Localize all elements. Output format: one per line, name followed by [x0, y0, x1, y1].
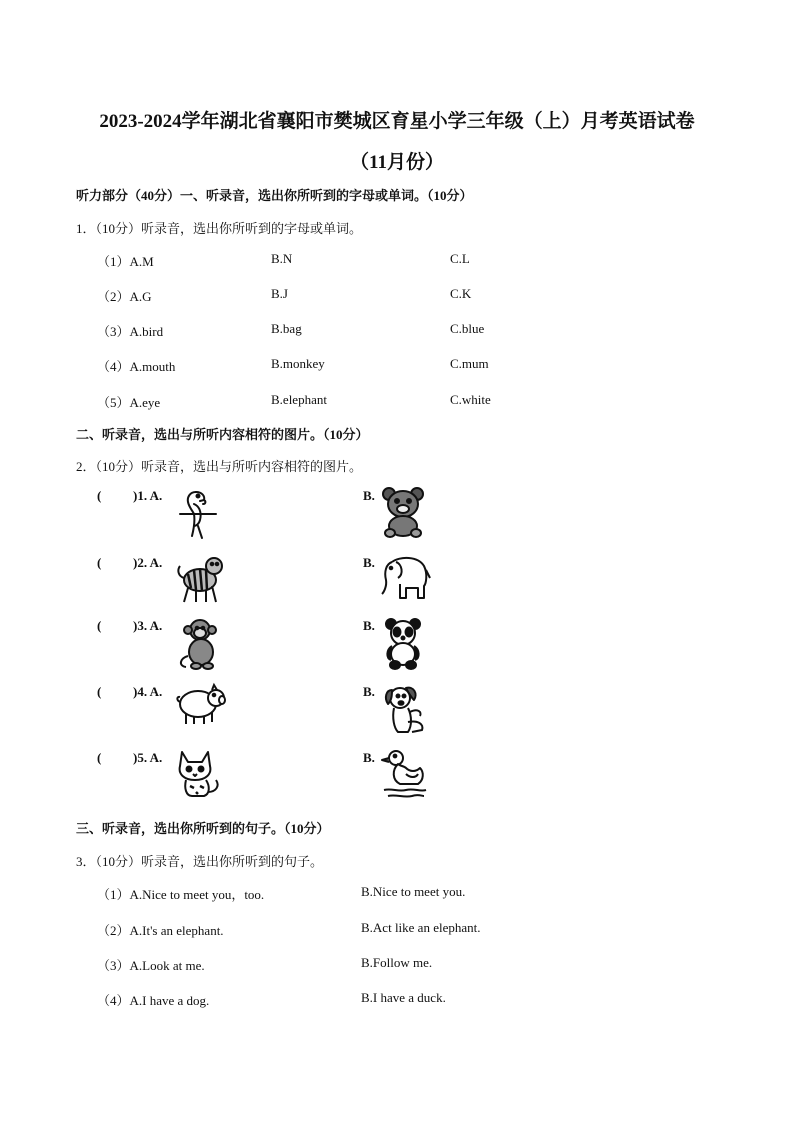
q1-option-a[interactable]: （5）A.eye	[97, 395, 161, 410]
page-title: 2023-2024学年湖北省襄阳市樊城区育星小学三年级（上）月考英语试卷	[99, 111, 695, 132]
q2-row-label: ( )3. A.	[97, 618, 163, 633]
q1-option-a[interactable]: （3）A.bird	[97, 324, 164, 339]
q1-option-c[interactable]: C.white	[450, 392, 491, 407]
option-b-label: B.	[363, 750, 375, 765]
option-b-label: B.	[363, 555, 375, 570]
q1-option-b[interactable]: B.N	[271, 251, 293, 266]
pig-icon[interactable]	[174, 680, 228, 734]
q3-option-a[interactable]: （3）A.Look at me.	[97, 958, 205, 973]
duck-icon[interactable]	[376, 746, 430, 800]
bear-icon[interactable]	[376, 484, 430, 538]
q1-option-a[interactable]: （2）A.G	[97, 289, 152, 304]
q3-option-a[interactable]: （1）A.Nice to meet you，too.	[97, 887, 265, 902]
option-b-label: B.	[363, 618, 375, 633]
tiger-icon[interactable]	[174, 552, 228, 606]
q1-prompt: 1．（10分）听录音，选出你所听到的字母或单词。	[76, 221, 363, 236]
option-b-label: B.	[363, 684, 375, 699]
q2-row-label: ( )1. A.	[97, 488, 163, 503]
q3-option-b[interactable]: B.Follow me.	[361, 955, 433, 970]
q3-prompt: 3．（10分）听录音，选出你所听到的句子。	[76, 854, 324, 869]
q2-row-label: ( )4. A.	[97, 684, 163, 699]
part3-heading: 三、听录音，选出你所听到的句子。（10分）	[76, 821, 330, 836]
part1-heading: 听力部分（40分）一、听录音，选出你所听到的字母或单词。（10分）	[76, 188, 473, 203]
monkey-icon[interactable]	[174, 616, 228, 670]
q3-option-b[interactable]: B.Act like an elephant.	[361, 920, 481, 935]
part2-heading: 二、听录音，选出与所听内容相符的图片。（10分）	[76, 427, 369, 442]
q1-option-c[interactable]: C.L	[450, 251, 470, 266]
q1-option-c[interactable]: C.blue	[450, 321, 485, 336]
dog-icon[interactable]	[378, 682, 432, 736]
q3-option-b[interactable]: B.Nice to meet you.	[361, 884, 466, 899]
q1-option-c[interactable]: C.mum	[450, 356, 489, 371]
q1-option-b[interactable]: B.elephant	[271, 392, 327, 407]
q1-option-c[interactable]: C.K	[450, 286, 472, 301]
q3-option-a[interactable]: （2）A.It's an elephant.	[97, 923, 224, 938]
cat-icon[interactable]	[172, 746, 226, 800]
q1-option-a[interactable]: （1）A.M	[97, 254, 154, 269]
q3-option-b[interactable]: B.I have a duck.	[361, 990, 446, 1005]
page-subtitle: （11月份）	[350, 152, 444, 173]
elephant-icon[interactable]	[378, 548, 432, 602]
parrot-icon[interactable]	[172, 486, 226, 540]
q1-option-b[interactable]: B.bag	[271, 321, 302, 336]
q1-option-a[interactable]: （4）A.mouth	[97, 359, 176, 374]
q2-prompt: 2．（10分）听录音，选出与所听内容相符的图片。	[76, 459, 363, 474]
q1-option-b[interactable]: B.J	[271, 286, 288, 301]
q2-row-label: ( )5. A.	[97, 750, 163, 765]
q2-row-label: ( )2. A.	[97, 555, 163, 570]
q3-option-a[interactable]: （4）A.I have a dog.	[97, 993, 210, 1008]
panda-icon[interactable]	[376, 616, 430, 670]
q1-option-b[interactable]: B.monkey	[271, 356, 325, 371]
option-b-label: B.	[363, 488, 375, 503]
